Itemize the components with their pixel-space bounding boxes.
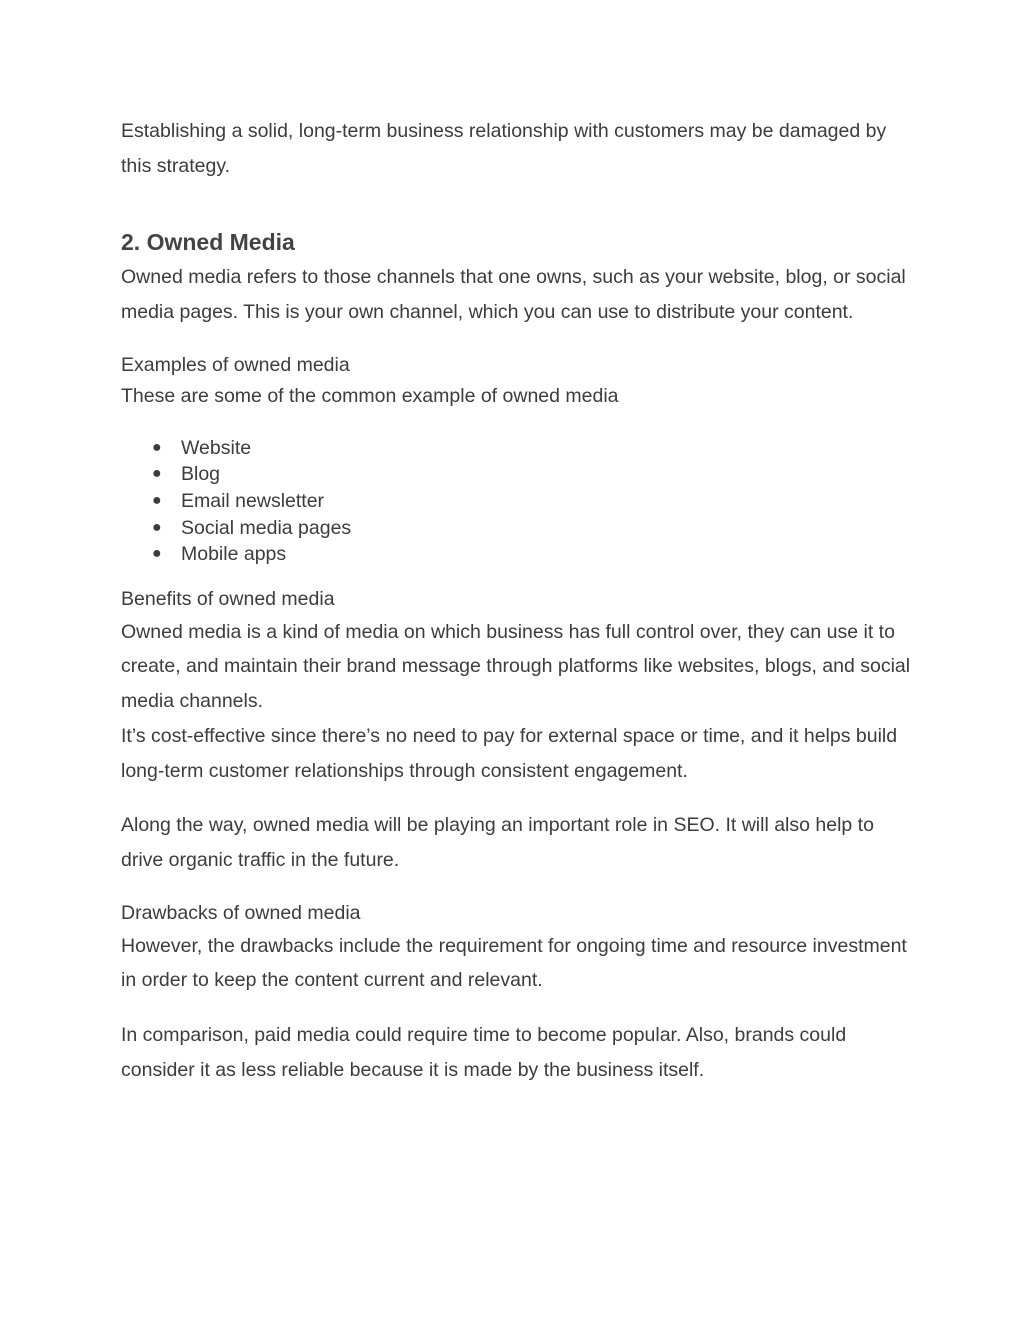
examples-list xyxy=(121,435,911,568)
section-heading: 2. Owned Media xyxy=(121,229,295,256)
drawbacks-title: Drawbacks of owned media xyxy=(121,901,361,924)
drawbacks-paragraph-2: In comparison, paid media could require time to become popular. Also, brands could consider it as less reliable because it is made by the business itself. xyxy=(121,1024,847,1081)
intro-paragraph: Establishing a solid, long-term business relationship with customers may be damaged by this strategy. xyxy=(121,120,887,177)
benefits-title: Benefits of owned media xyxy=(121,587,335,610)
bullet-icon: ● xyxy=(152,518,162,536)
examples-lead: These are some of the common example of owned media xyxy=(121,384,619,407)
examples-title: Examples of owned media xyxy=(121,353,350,376)
bullet-icon: ● xyxy=(152,545,162,563)
benefits-paragraph-1: Owned media is a kind of media on which business has full control over, they can use it to create, and maintain their brand message through platforms like websites, blogs, and social media channels. xyxy=(121,620,911,713)
benefits-paragraph-2: It’s cost-effective since there’s no need to pay for external space or time, and it helps build long-term customer relationships through consistent engagement. xyxy=(121,724,898,782)
bullet-icon: ● xyxy=(152,492,162,509)
list-item-label: Mobile apps xyxy=(181,543,287,566)
list-item xyxy=(152,435,911,462)
bullet-icon: ● xyxy=(152,438,162,456)
list-item xyxy=(152,461,911,488)
list-item-label: Website xyxy=(181,436,252,459)
list-item xyxy=(152,488,911,515)
list-item-label: Blog xyxy=(181,463,221,486)
list-item xyxy=(152,541,911,568)
drawbacks-paragraph-1: However, the drawbacks include the requirement for ongoing time and resource investment in order to keep the content current and relevant. xyxy=(121,934,907,992)
list-item-label: Social media pages xyxy=(181,516,352,539)
list-item-label: Email newsletter xyxy=(181,490,325,512)
list-item xyxy=(152,515,911,542)
bullet-icon: ● xyxy=(152,465,162,483)
benefits-paragraph-3: Along the way, owned media will be playing an important role in SEO. It will also help to drive organic traffic in the future. xyxy=(121,814,874,871)
document-body xyxy=(121,114,911,1088)
definition-paragraph: Owned media refers to those channels that one owns, such as your website, blog, or social media pages. This is your own channel, which you can use to distribute your content. xyxy=(121,266,906,324)
